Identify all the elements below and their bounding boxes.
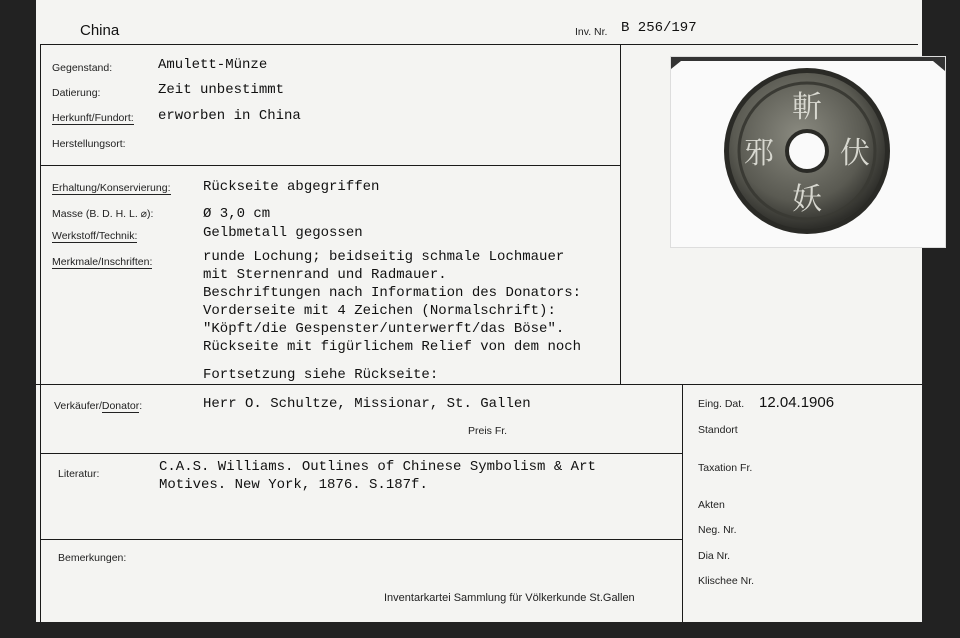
eing-dat-label: Eing. Dat.: [698, 398, 745, 410]
coin-character-bottom: 妖: [792, 182, 822, 217]
neg-nr-label: Neg. Nr.: [698, 524, 737, 536]
merkmale-line: runde Lochung; beidseitig schmale Lochmauer: [203, 249, 565, 265]
dia-nr-label: Dia Nr.: [698, 550, 731, 562]
bemerkungen-label: Bemerkungen:: [58, 552, 127, 564]
country-label: China: [80, 22, 120, 39]
herstellungsort-label: Herstellungsort:: [52, 138, 126, 150]
verkaeufer-label: Verkäufer/Donator:: [54, 400, 143, 412]
inv-nr-label: Inv. Nr.: [575, 26, 608, 38]
werkstoff-label: Werkstoff/Technik:: [52, 230, 138, 242]
erhaltung-label: Erhaltung/Konservierung:: [52, 182, 171, 194]
merkmale-line: mit Sternenrand und Radmauer.: [203, 267, 447, 283]
herkunft-label: Herkunft/Fundort:: [52, 112, 134, 124]
fortsetzung-note: Fortsetzung siehe Rückseite:: [203, 367, 439, 383]
datierung-label: Datierung:: [52, 87, 101, 99]
taxation-label: Taxation Fr.: [698, 462, 753, 474]
card-footer: Inventarkartei Sammlung für Völkerkunde St.Gallen: [384, 592, 635, 604]
merkmale-label: Merkmale/Inschriften:: [52, 256, 153, 268]
coin-icon: [671, 57, 945, 247]
literatur-line: C.A.S. Williams. Outlines of Chinese Symbolism & Art: [159, 459, 596, 475]
standort-label: Standort: [698, 424, 738, 436]
coin-character-right: 伏: [840, 136, 870, 171]
klischee-nr-label: Klischee Nr.: [698, 575, 755, 587]
merkmale-line: Rückseite mit figürlichem Relief von dem noch: [203, 339, 582, 355]
merkmale-line: "Köpft/die Gespenster/unterwerft/das Böse".: [203, 321, 565, 337]
inv-nr-value: B 256/197: [621, 20, 697, 36]
datierung-value: Zeit unbestimmt: [158, 82, 285, 98]
herkunft-value: erworben in China: [158, 108, 301, 124]
werkstoff-value: Gelbmetall gegossen: [203, 225, 363, 241]
coin-character-left: 邪: [744, 136, 774, 171]
inventory-card: [36, 0, 922, 622]
coin-photo: [670, 56, 946, 248]
erhaltung-value: Rückseite abgegriffen: [203, 179, 380, 195]
eing-dat-value: 12.04.1906: [759, 394, 835, 411]
merkmale-line: Vorderseite mit 4 Zeichen (Normalschrift):: [203, 303, 556, 319]
masse-label: Masse (B. D. H. L. ⌀):: [52, 208, 154, 220]
literatur-line: Motives. New York, 1876. S.187f.: [159, 477, 428, 493]
akten-label: Akten: [698, 499, 725, 511]
gegenstand-value: Amulett-Münze: [158, 57, 268, 73]
merkmale-line: Beschriftungen nach Information des Donators:: [203, 285, 582, 301]
masse-value: Ø 3,0 cm: [203, 206, 271, 222]
preis-label: Preis Fr.: [468, 425, 508, 437]
literatur-label: Literatur:: [58, 468, 100, 480]
coin-character-top: 斬: [792, 90, 822, 125]
gegenstand-label: Gegenstand:: [52, 62, 113, 74]
verkaeufer-value: Herr O. Schultze, Missionar, St. Gallen: [203, 396, 531, 412]
